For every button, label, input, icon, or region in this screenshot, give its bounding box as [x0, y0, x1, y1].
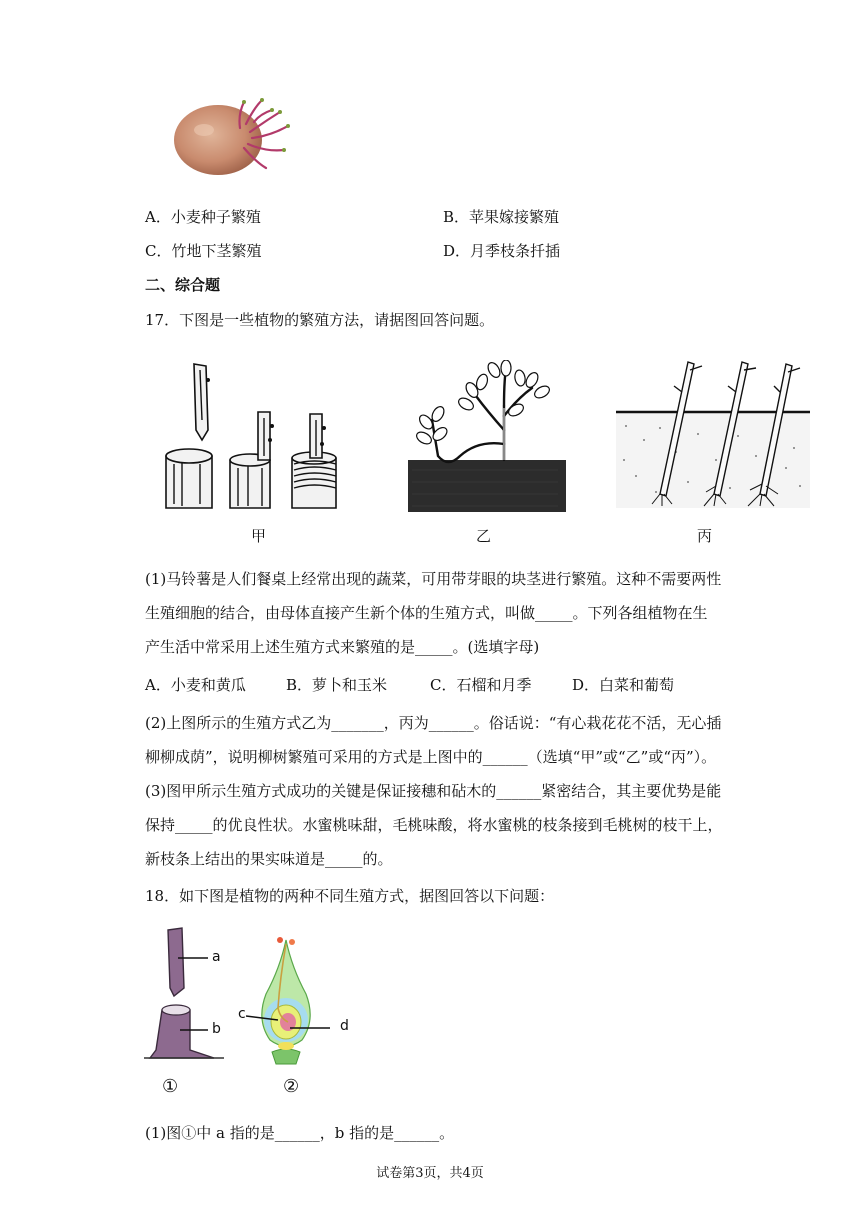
figure-label-jia: 甲	[251, 527, 267, 545]
figure-two-ovule	[250, 928, 322, 1070]
q17-part2-line2: 柳柳成荫”，说明柳树繁殖可采用的方式是上图中的______（选填“甲”或“乙”或“丙”）。	[145, 748, 717, 766]
q16-option-a: A．小麦种子繁殖	[145, 208, 261, 226]
q18-part1: (1)图①中 a 指的是______，b 指的是______。	[145, 1124, 455, 1142]
figure-label-bing: 丙	[697, 527, 713, 545]
figure-two-label: ②	[283, 1076, 300, 1097]
cutting-figure	[616, 356, 810, 508]
q17-part1-line3: 产生活中常采用上述生殖方式来繁殖的是_____。(选填字母)	[145, 638, 540, 656]
label-a: a	[212, 949, 221, 965]
q17-option-b: B．萝卜和玉米	[286, 676, 388, 694]
q17-part2-line1: (2)上图所示的生殖方式乙为_______，丙为______。俗话说：“有心栽花花不活，无心插	[145, 714, 722, 732]
q17-option-a: A．小麦和黄瓜	[145, 676, 246, 694]
layering-figure	[408, 360, 566, 512]
figure-label-yi: 乙	[476, 527, 492, 545]
page-footer: 试卷第3页，共4页	[376, 1166, 484, 1181]
label-d: d	[340, 1018, 349, 1034]
q17-part1-line2: 生殖细胞的结合，由母体直接产生新个体的生殖方式，叫做_____。下列各组植物在生	[145, 604, 708, 622]
label-b: b	[212, 1021, 221, 1037]
q17-part3-line3: 新枝条上结出的果实味道是_____的。	[145, 850, 393, 868]
leader-lines-c-d	[234, 1010, 346, 1034]
figure-one-label: ①	[162, 1076, 179, 1097]
q17-part3-line1: (3)图甲所示生殖方式成功的关键是保证接穗和砧木的______紧密结合，其主要优势是能	[145, 782, 722, 800]
q16-option-c: C．竹地下茎繁殖	[145, 242, 262, 260]
q17-option-d: D．白菜和葡萄	[572, 676, 675, 694]
label-c: c	[238, 1006, 246, 1022]
sprouting-potato-image	[168, 92, 296, 180]
q17-part3-line2: 保持_____的优良性状。水蜜桃味甜，毛桃味酸，将水蜜桃的枝条接到毛桃树的枝干上，	[145, 816, 723, 834]
q17-part1-line1: (1)马铃薯是人们餐桌上经常出现的蔬菜，可用带芽眼的块茎进行繁殖。这种不需要两性	[145, 570, 722, 588]
q17-option-c: C．石榴和月季	[430, 676, 532, 694]
grafting-figure	[160, 360, 350, 510]
section-title: 二、综合题	[145, 276, 221, 294]
q16-option-d: D．月季枝条扦插	[443, 242, 561, 260]
q16-option-b: B．苹果嫁接繁殖	[443, 208, 560, 226]
q18-stem: 18．如下图是植物的两种不同生殖方式，据图回答以下问题：	[145, 887, 555, 905]
q17-stem: 17．下图是一些植物的繁殖方法，请据图回答问题。	[145, 311, 495, 329]
